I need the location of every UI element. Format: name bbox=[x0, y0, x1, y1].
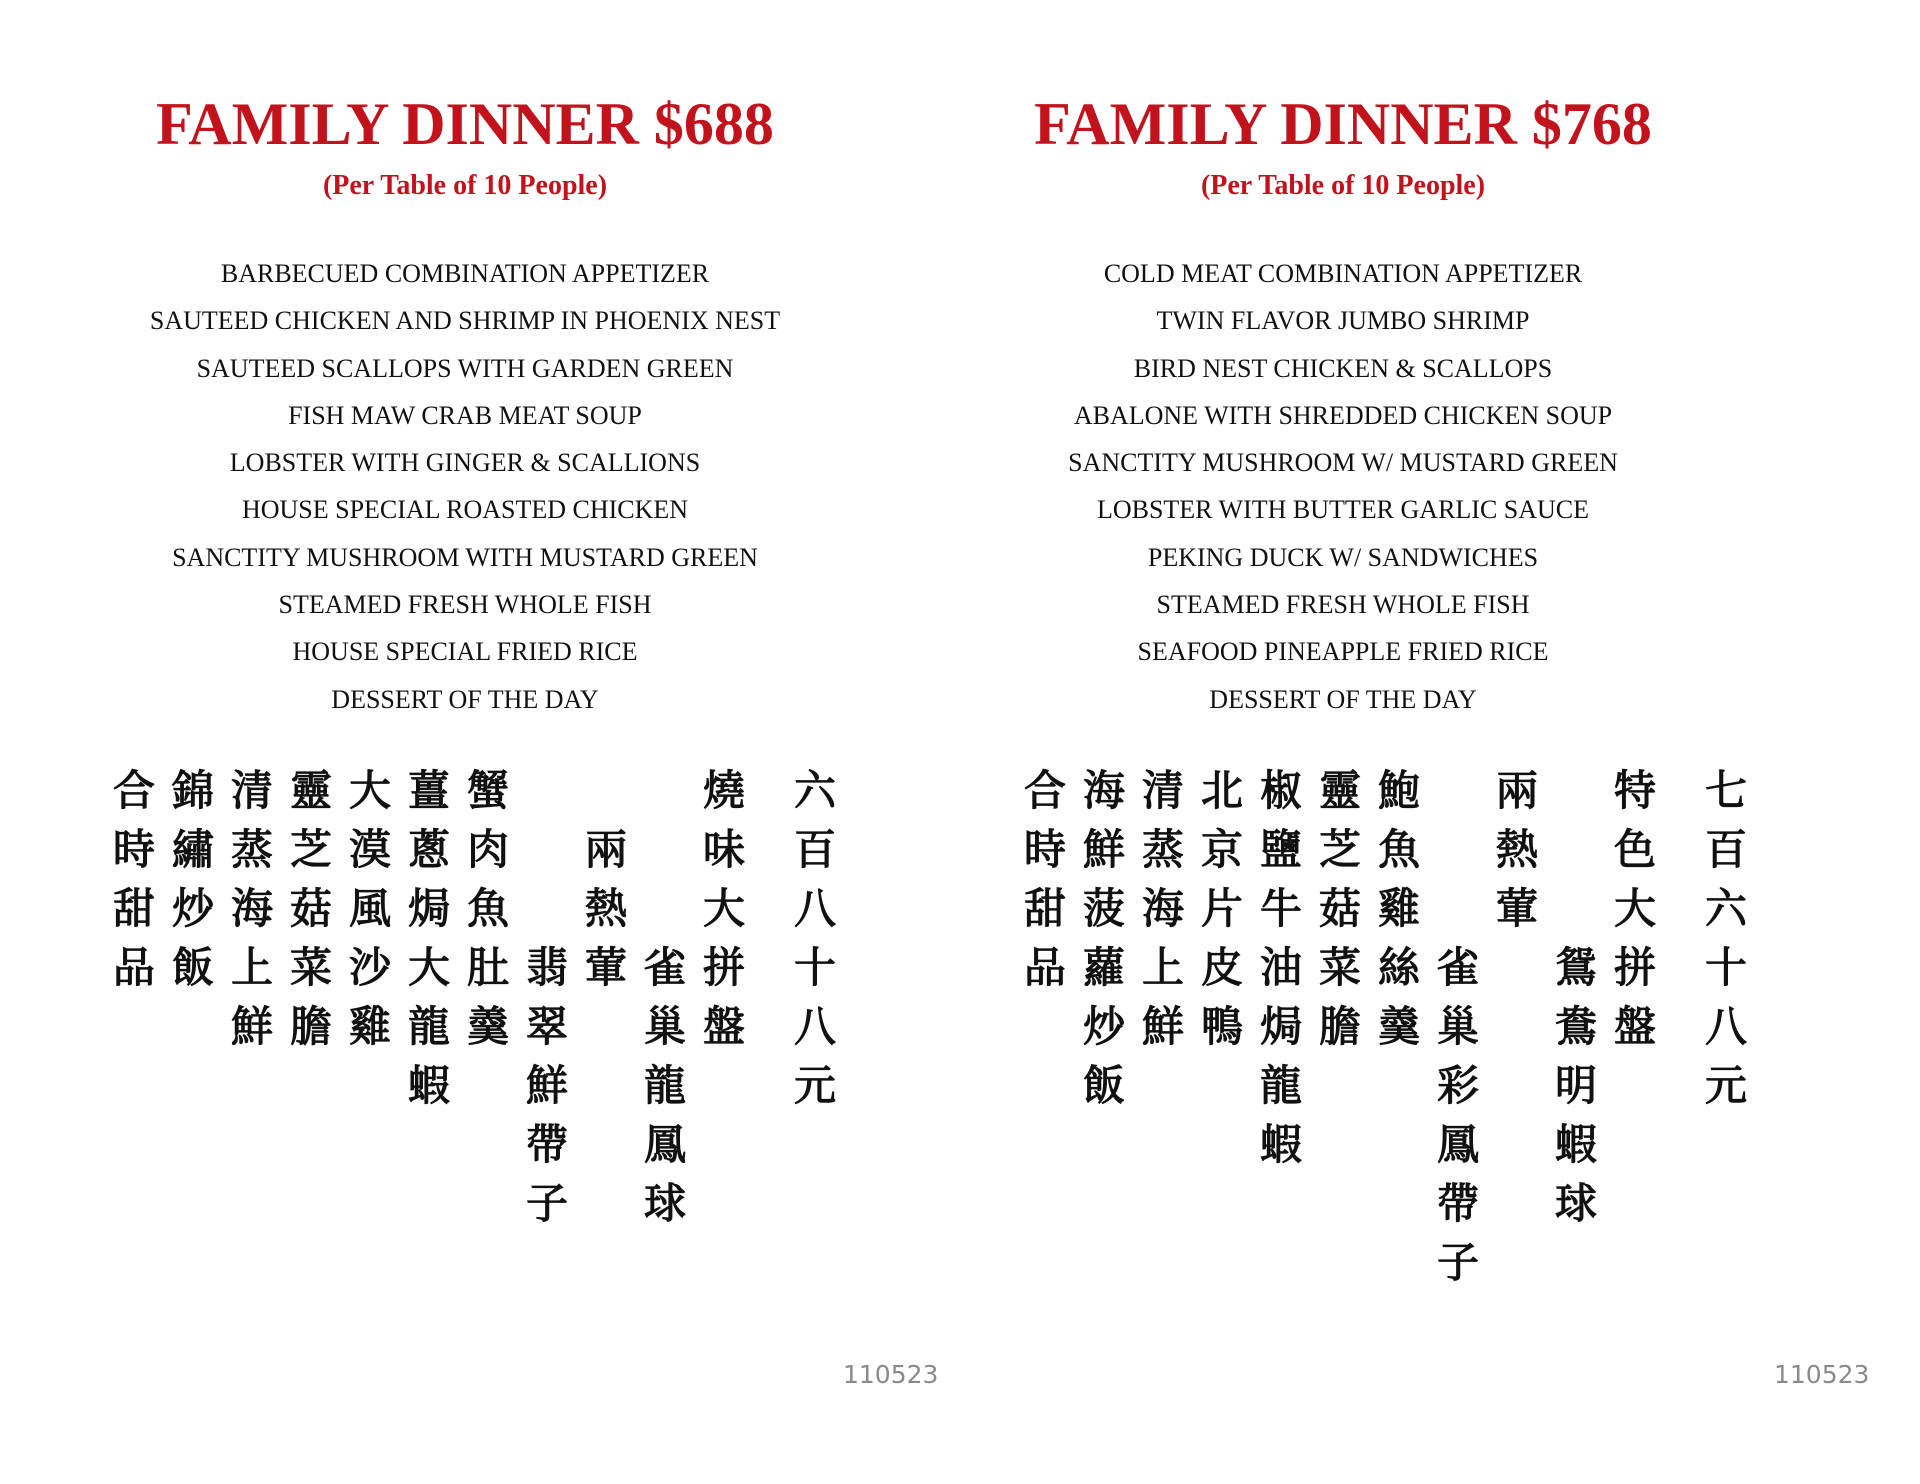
dish-item: BARBECUED COMBINATION APPETIZER bbox=[220, 259, 710, 288]
dish-item: HOUSE SPECIAL FRIED RICE bbox=[292, 637, 638, 667]
dish-item: PEKING DUCK W/ SANDWICHES bbox=[1147, 542, 1539, 572]
chinese-item: 靈芝菇菜膽 bbox=[284, 768, 333, 1063]
dish-item: SANCTITY MUSHROOM W/ MUSTARD GREEN bbox=[1068, 448, 1618, 478]
menu-title: FAMILY DINNER $688 bbox=[156, 91, 774, 157]
column-gap bbox=[1662, 768, 1694, 1308]
dish-item: LOBSTER WITH GINGER & SCALLIONS bbox=[229, 448, 701, 478]
chinese-item: 合時甜品 bbox=[1018, 768, 1067, 1004]
chinese-item: 椒鹽牛油焗龍蝦 bbox=[1254, 768, 1303, 1181]
dish-item: DESSERT OF THE DAY bbox=[331, 684, 599, 714]
chinese-item: 清蒸海上鮮 bbox=[1136, 768, 1185, 1063]
chinese-item: 蟹肉魚肚羹 bbox=[461, 768, 510, 1063]
dish-item: ABALONE WITH SHREDDED CHICKEN SOUP bbox=[1073, 400, 1613, 430]
chinese-item bbox=[1426, 768, 1485, 1308]
chinese-heading: 特色大拼盤 bbox=[1608, 768, 1657, 1063]
chinese-item bbox=[1544, 768, 1603, 1308]
chinese-item-text: 翡翠鮮帶子 bbox=[520, 945, 569, 1240]
english-dish-list bbox=[893, 250, 1793, 723]
menu-subtitle: (Per Table of 10 People) bbox=[322, 170, 608, 201]
chinese-item: 合時甜品 bbox=[107, 768, 156, 1004]
chinese-item bbox=[515, 768, 574, 1308]
chinese-item: 海鮮菠蘿炒飯 bbox=[1077, 768, 1126, 1122]
chinese-menu bbox=[107, 768, 842, 1308]
chinese-section-label bbox=[574, 768, 633, 1308]
chinese-item-text: 雀巢龍鳳球 bbox=[638, 945, 687, 1240]
dish-item: SAUTEED CHICKEN AND SHRIMP IN PHOENIX NEST bbox=[149, 306, 781, 336]
dish-item: STEAMED FRESH WHOLE FISH bbox=[278, 590, 652, 620]
dish-item: STEAMED FRESH WHOLE FISH bbox=[1156, 590, 1530, 620]
english-dish-list bbox=[15, 250, 915, 723]
chinese-item: 鮑魚雞絲羹 bbox=[1372, 768, 1421, 1063]
dish-item: SEAFOOD PINEAPPLE FRIED RICE bbox=[1137, 637, 1549, 667]
dish-item: TWIN FLAVOR JUMBO SHRIMP bbox=[1156, 306, 1530, 336]
chinese-heading: 燒味大拼盤 bbox=[697, 768, 746, 1063]
dish-item: LOBSTER WITH BUTTER GARLIC SAUCE bbox=[1096, 495, 1590, 525]
dish-item: DESSERT OF THE DAY bbox=[1209, 684, 1477, 714]
chinese-item-text: 雀巢彩鳳帶子 bbox=[1431, 945, 1480, 1299]
menu-688 bbox=[15, 0, 915, 1484]
chinese-item: 大漠風沙雞 bbox=[343, 768, 392, 1063]
dish-item: SAUTEED SCALLOPS WITH GARDEN GREEN bbox=[196, 353, 734, 383]
chinese-item: 靈芝菇菜膽 bbox=[1313, 768, 1362, 1063]
chinese-item-text: 鴛鴦明蝦球 bbox=[1549, 945, 1598, 1240]
chinese-price: 七百六十八元 bbox=[1699, 768, 1748, 1122]
chinese-item: 清蒸海上鮮 bbox=[225, 768, 274, 1063]
chinese-price: 六百八十八元 bbox=[788, 768, 837, 1122]
document-code: 110523 bbox=[1774, 1360, 1870, 1389]
chinese-menu bbox=[1018, 768, 1753, 1308]
dish-item: COLD MEAT COMBINATION APPETIZER bbox=[1103, 259, 1583, 288]
dish-item: SANCTITY MUSHROOM WITH MUSTARD GREEN bbox=[172, 542, 758, 572]
dish-item: HOUSE SPECIAL ROASTED CHICKEN bbox=[241, 495, 689, 525]
chinese-item: 錦繡炒飯 bbox=[166, 768, 215, 1004]
document-code: 110523 bbox=[843, 1360, 939, 1389]
chinese-section-text: 兩熱葷 bbox=[579, 827, 628, 1004]
chinese-section-text: 兩熱葷 bbox=[1490, 768, 1539, 945]
dish-item: FISH MAW CRAB MEAT SOUP bbox=[288, 400, 642, 430]
chinese-item: 北京片皮鴨 bbox=[1195, 768, 1244, 1063]
column-gap bbox=[751, 768, 783, 1308]
menu-768 bbox=[893, 0, 1793, 1484]
menu-subtitle: (Per Table of 10 People) bbox=[1200, 170, 1486, 201]
dish-item: BIRD NEST CHICKEN & SCALLOPS bbox=[1133, 353, 1553, 383]
chinese-item bbox=[633, 768, 692, 1308]
chinese-section-label bbox=[1485, 768, 1544, 1308]
chinese-item: 薑蔥焗大龍蝦 bbox=[402, 768, 451, 1122]
menu-title: FAMILY DINNER $768 bbox=[1034, 91, 1652, 157]
